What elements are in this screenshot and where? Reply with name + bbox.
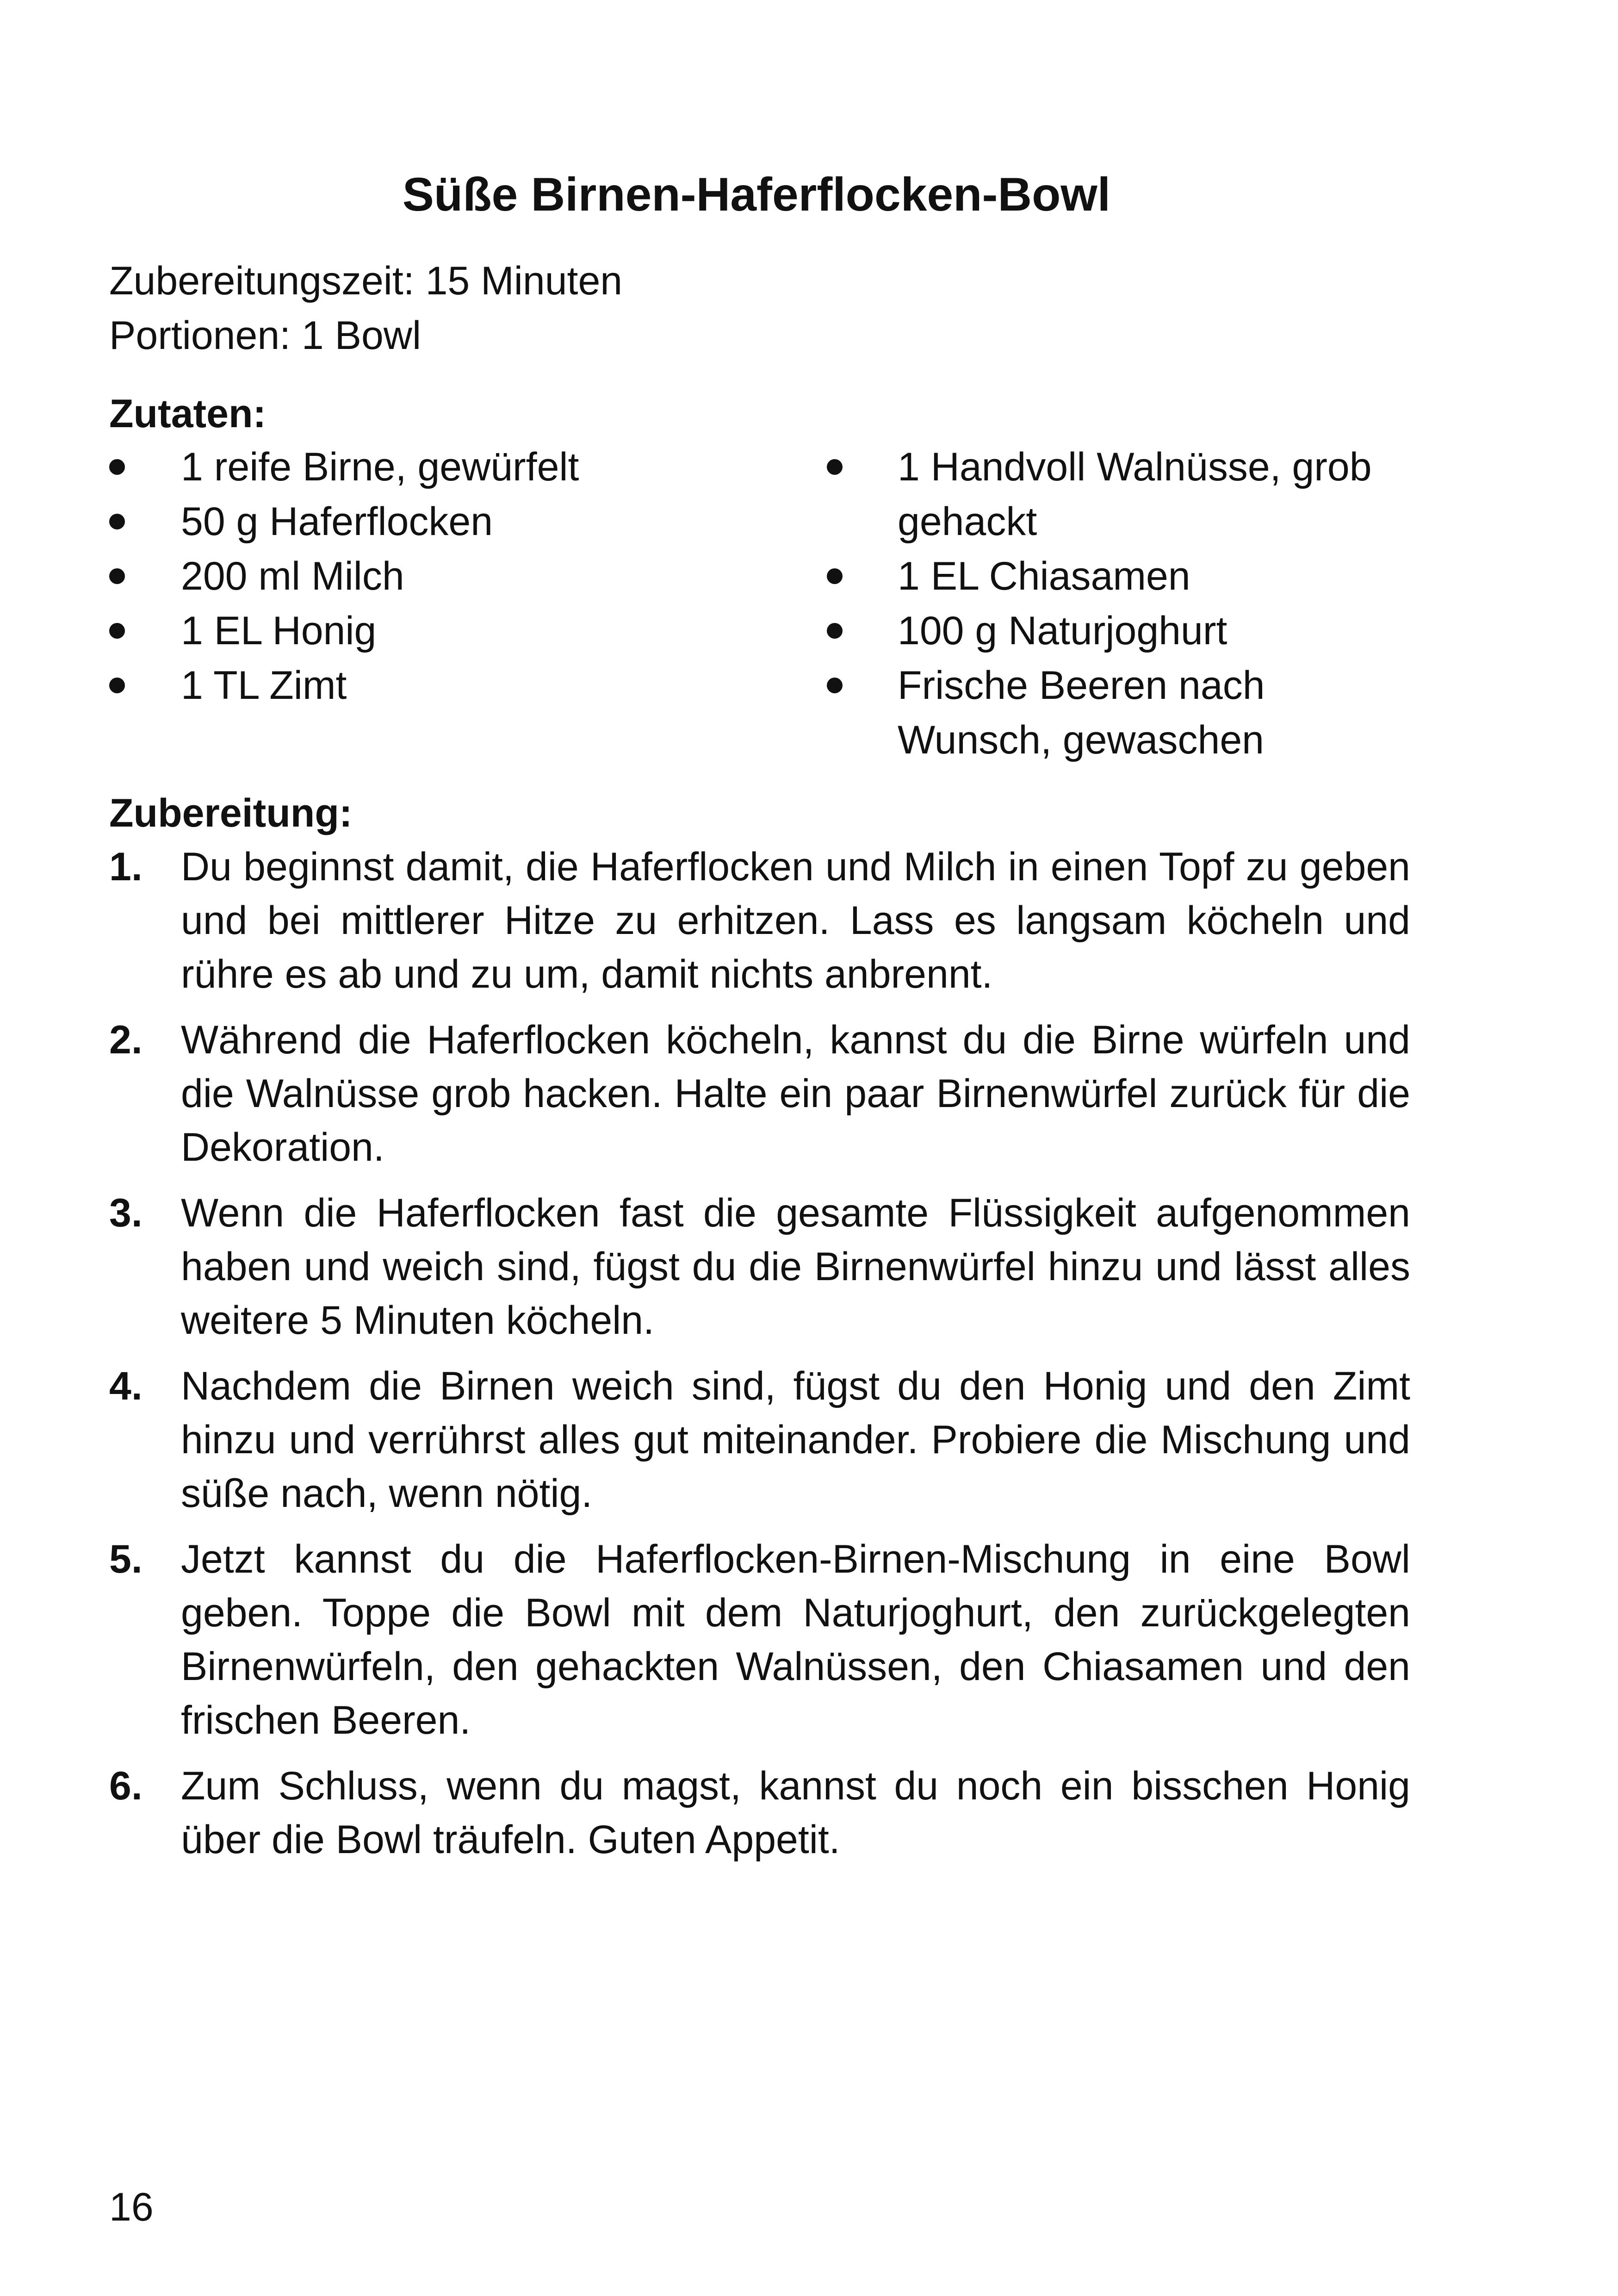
- ingredient-item: [826, 658, 1427, 767]
- preparation-heading: Zubereitung:: [109, 791, 353, 835]
- ingredient-item: [109, 549, 757, 604]
- ingredient-text: 1 Handvoll Walnüsse, grob gehackt: [898, 445, 1372, 544]
- step-item: [109, 1013, 1410, 1174]
- ingredient-item: [826, 604, 1427, 658]
- ingredients-list-left: [109, 440, 757, 713]
- ingredient-text: 1 EL Chiasamen: [898, 554, 1190, 598]
- step-number: 3.: [109, 1191, 143, 1235]
- recipe-meta: [109, 254, 622, 363]
- ingredient-text: 50 g Haferflocken: [181, 499, 493, 544]
- step-item: [109, 1759, 1410, 1867]
- step-text: Zum Schluss, wenn du magst, kannst du noch ein bisschen Honig über die Bowl träufeln. Guten Appetit.: [181, 1764, 1410, 1862]
- ingredient-item: [109, 494, 757, 549]
- ingredient-text: 1 EL Honig: [181, 609, 377, 653]
- bullet-icon: [109, 514, 125, 529]
- step-item: [109, 1532, 1410, 1747]
- step-number: 1.: [109, 845, 143, 889]
- step-text: Nachdem die Birnen weich sind, fügst du den Honig und den Zimt hinzu und verrührst alles gut miteinander. Probiere die Mischung und süße nach, wenn nötig.: [181, 1364, 1410, 1516]
- ingredient-item: [109, 440, 757, 494]
- step-text: Wenn die Haferflocken fast die gesamte Flüssigkeit aufgenommen haben und weich sind, fügst du die Birnenwürfel hinzu und lässt alles weitere 5 Minuten köcheln.: [181, 1191, 1410, 1343]
- bullet-icon: [827, 623, 843, 639]
- ingredients-heading: Zutaten:: [109, 392, 267, 436]
- step-number: 5.: [109, 1537, 143, 1581]
- ingredient-text: Frische Beeren nach Wunsch, gewaschen: [898, 663, 1265, 762]
- preparation-steps: [109, 840, 1410, 1879]
- step-item: [109, 840, 1410, 1001]
- ingredient-item: [826, 440, 1427, 549]
- step-number: 6.: [109, 1764, 143, 1808]
- recipe-title: Süße Birnen-Haferflocken-Bowl: [402, 168, 1111, 221]
- ingredient-text: 100 g Naturjoghurt: [898, 609, 1227, 653]
- step-item: [109, 1359, 1410, 1520]
- page-number: 16: [109, 2185, 154, 2229]
- step-text: Du beginnst damit, die Haferflocken und Milch in einen Topf zu geben und bei mittlerer Hitze zu erhitzen. Lass es langsam köcheln und rühre es ab und zu um, damit nichts anbrennt.: [181, 845, 1410, 996]
- bullet-icon: [109, 459, 125, 475]
- prep-time: Zubereitungszeit: 15 Minuten: [109, 259, 623, 303]
- ingredients-list-right: [826, 440, 1427, 767]
- bullet-icon: [109, 623, 125, 639]
- step-item: [109, 1186, 1410, 1347]
- ingredient-text: 1 reife Birne, gewürfelt: [181, 445, 579, 489]
- ingredient-text: 200 ml Milch: [181, 554, 404, 598]
- servings: Portionen: 1 Bowl: [109, 313, 422, 358]
- bullet-icon: [109, 678, 125, 693]
- bullet-icon: [827, 459, 843, 475]
- step-text: Während die Haferflocken köcheln, kannst du die Birne würfeln und die Walnüsse grob hacken. Halte ein paar Birnenwürfel zurück für die Dekoration.: [181, 1018, 1410, 1170]
- bullet-icon: [109, 568, 125, 584]
- step-number: 2.: [109, 1018, 143, 1062]
- ingredient-item: [109, 604, 757, 658]
- step-number: 4.: [109, 1364, 143, 1408]
- bullet-icon: [827, 568, 843, 584]
- step-text: Jetzt kannst du die Haferflocken-Birnen-Mischung in eine Bowl geben. Toppe die Bowl mit dem Naturjoghurt, den zurückgelegten Birnenwürfeln, den gehackten Walnüssen, den Chiasamen und den frischen Beeren.: [181, 1537, 1410, 1742]
- bullet-icon: [827, 678, 843, 693]
- ingredient-item: [109, 658, 757, 713]
- ingredient-text: 1 TL Zimt: [181, 663, 347, 708]
- ingredient-item: [826, 549, 1427, 604]
